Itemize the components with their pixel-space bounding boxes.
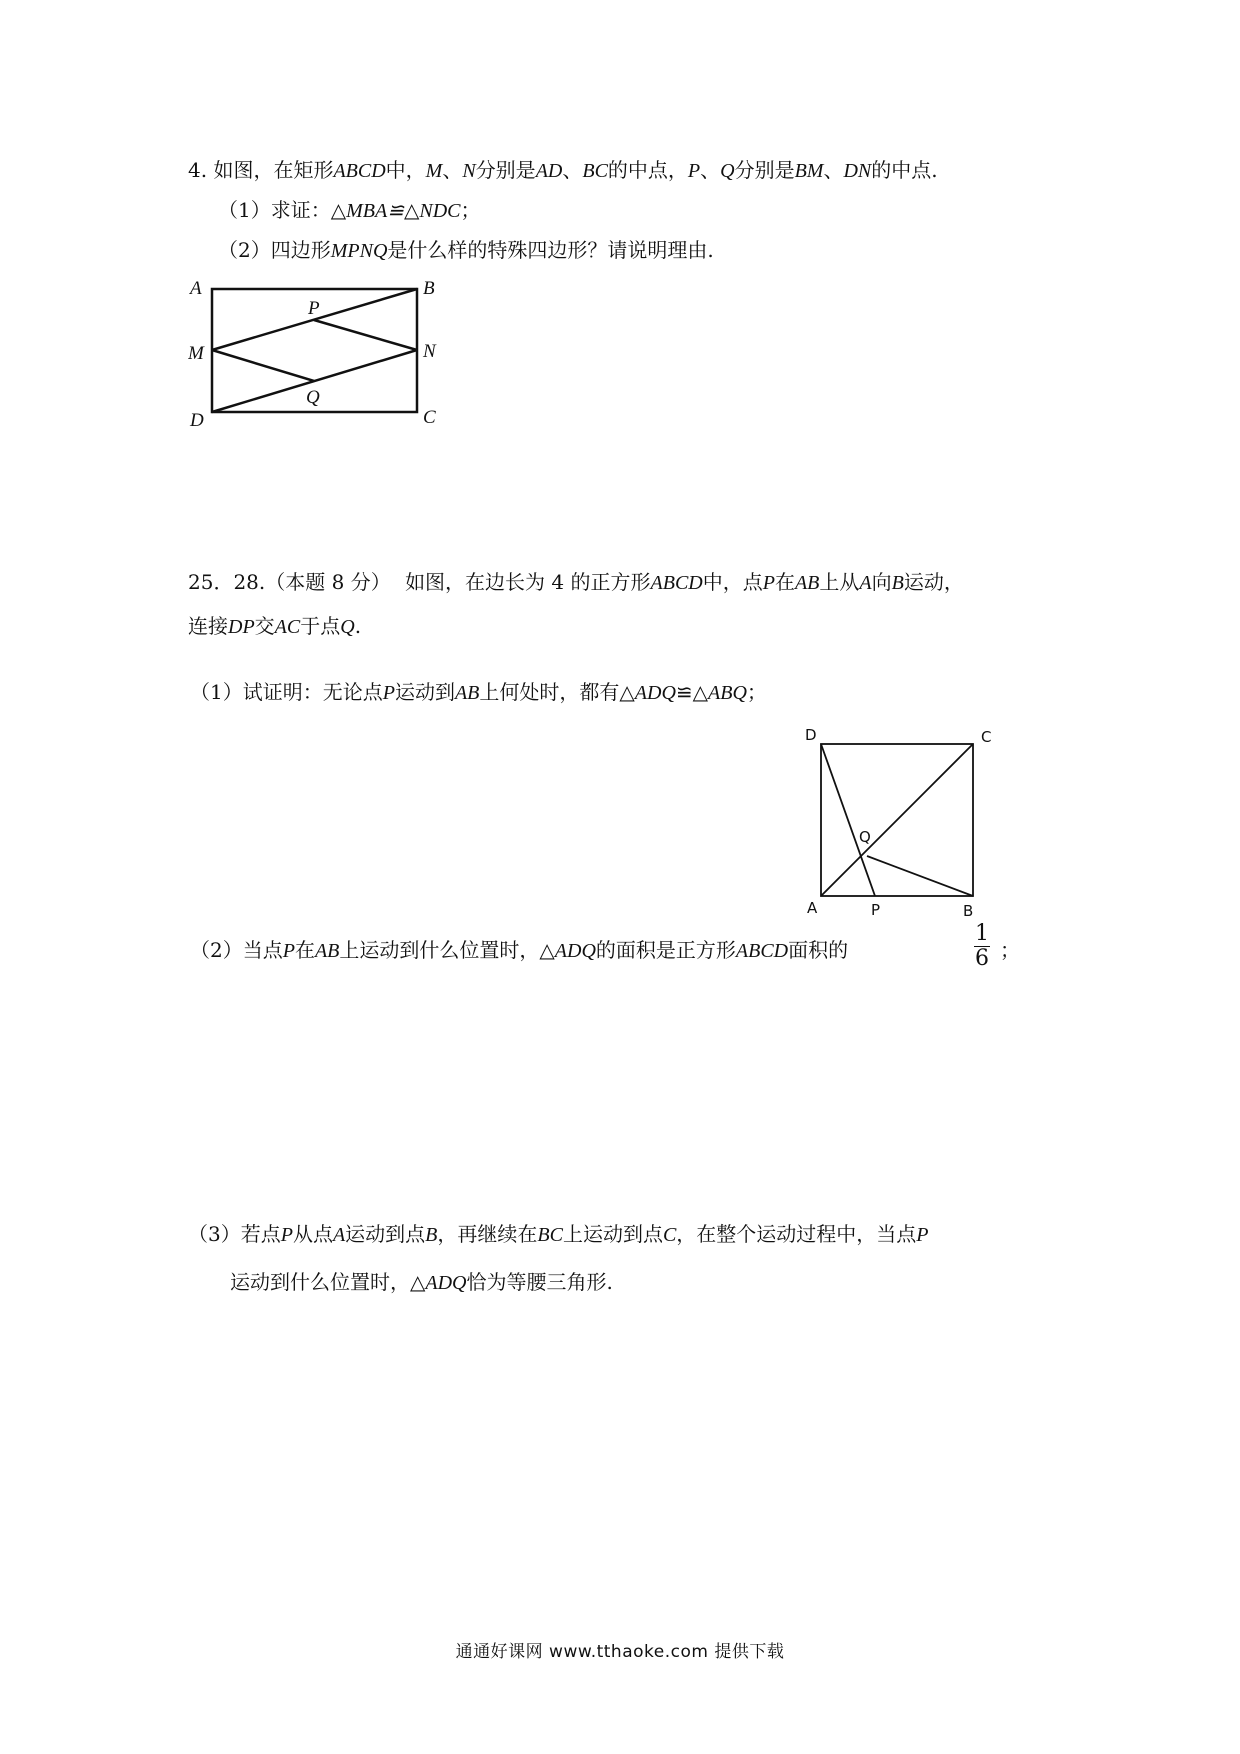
q25-intro-line1 (188, 570, 964, 595)
math-text: P (762, 572, 775, 594)
text: 恰为等腰三角形. (466, 1270, 613, 1294)
math-text: DN (843, 160, 872, 182)
text: ≌△ (675, 680, 709, 704)
text: . (354, 614, 362, 638)
text: ； (746, 680, 767, 704)
math-text: A (332, 1224, 346, 1246)
label-p: P (871, 901, 881, 918)
math-text: ABCD (333, 160, 386, 182)
text: 运动到点 (345, 1222, 426, 1246)
text: 是什么样的特殊四边形？请说明理由. (387, 238, 714, 262)
q4-part1 (218, 198, 480, 223)
math-text: C (662, 1224, 677, 1246)
math-text: AD (535, 160, 563, 182)
label-m: M (188, 343, 204, 364)
label-d: D (190, 410, 204, 431)
text: （2）当点 (190, 938, 283, 962)
math-text: A (859, 572, 872, 594)
math-text: ADQ (634, 682, 676, 704)
text: 上从 (819, 570, 860, 594)
q4-number: 4. (188, 158, 208, 182)
math-text: P (280, 1224, 293, 1246)
math-text: BC (582, 160, 608, 182)
segment-qb (867, 856, 973, 896)
label-b: B (423, 280, 435, 299)
text: ； (460, 198, 481, 222)
math-text: ADQ (554, 940, 596, 962)
text: 运动到 (394, 680, 455, 704)
text: （1）试证明：无论点 (190, 680, 383, 704)
text: 中， (385, 158, 426, 182)
math-text: B (891, 572, 904, 594)
q4-intro-line (188, 158, 938, 183)
label-n: N (423, 341, 436, 362)
text: 、 (442, 158, 463, 182)
label-q: Q (859, 828, 871, 846)
q25-part1 (190, 680, 767, 705)
math-text: P (382, 682, 395, 704)
math-text: MPNQ (330, 240, 388, 262)
text: 上运动到什么位置时，△ (339, 938, 555, 962)
text: 分别是 (475, 158, 536, 182)
text: 在 (774, 570, 795, 594)
denominator: 6 (975, 946, 989, 972)
text: 的面积是正方形 (595, 938, 736, 962)
text: 中，点 (702, 570, 763, 594)
text: 于点 (300, 614, 341, 638)
label-b: B (963, 902, 974, 918)
math-text: P (282, 940, 295, 962)
text: 、 (562, 158, 583, 182)
math-text: ABQ (708, 682, 747, 704)
math-text: ABCD (650, 572, 703, 594)
math-text: M (425, 160, 443, 182)
math-text: ADQ (425, 1272, 467, 1294)
text: ，在整个运动过程中，当点 (676, 1222, 917, 1246)
label-c: C (981, 728, 992, 746)
segment-dp (821, 744, 875, 896)
text: 向 (871, 570, 892, 594)
label-d: D (805, 728, 817, 744)
label-q: Q (306, 387, 320, 408)
text: 运动到什么位置时，△ (230, 1270, 426, 1294)
math-text: P (916, 1224, 929, 1246)
text: 如图，在边长为 4 的正方形 (405, 570, 651, 594)
math-text: N (462, 160, 476, 182)
math-text: BC (537, 1224, 563, 1246)
q25-square-figure (795, 728, 995, 918)
math-text: P (687, 160, 701, 182)
segment-mq (212, 350, 314, 381)
text: 上何处时，都有△ (479, 680, 635, 704)
math-text: AB (314, 940, 340, 962)
label-a: A (190, 280, 202, 299)
q25-intro-line2 (188, 614, 361, 639)
math-text: △MBA≌△NDC (330, 200, 461, 222)
math-text: AB (794, 572, 820, 594)
q25-part3-line2 (230, 1270, 613, 1295)
math-text: DP (228, 616, 255, 638)
q25-number: 25．28.（本题 8 分） (188, 570, 391, 594)
math-text: Q (720, 160, 735, 182)
fraction (974, 922, 990, 971)
text: 的中点， (607, 158, 688, 182)
text: 交 (254, 614, 275, 638)
label-a: A (807, 899, 818, 917)
text: 面积的 (788, 938, 849, 962)
math-text: BM (794, 160, 824, 182)
math-text: B (425, 1224, 438, 1246)
q25-part3-line1 (188, 1222, 929, 1247)
text: ，再继续在 (437, 1222, 538, 1246)
label-c: C (423, 407, 436, 428)
text: （1）求证： (218, 198, 331, 222)
math-text: ABCD (735, 940, 789, 962)
text: （2）四边形 (218, 238, 331, 262)
text: 的中点. (871, 158, 938, 182)
text: 分别是 (734, 158, 795, 182)
math-text: Q (340, 616, 355, 638)
text: 在 (294, 938, 315, 962)
text: 运动， (903, 570, 964, 594)
text: 、 (823, 158, 844, 182)
math-text: AB (454, 682, 480, 704)
label-p: P (308, 298, 320, 319)
q25-part2 (190, 938, 848, 963)
q25-part2-end (1000, 938, 1020, 962)
text: ； (1000, 938, 1020, 962)
q4-part2 (218, 238, 714, 263)
text: 上运动到点 (562, 1222, 663, 1246)
segment-pn (314, 320, 417, 350)
text: 、 (700, 158, 721, 182)
footer-text: 通通好课网 www.tthaoke.com 提供下载 (455, 1642, 785, 1662)
q4-rectangle-figure (188, 280, 448, 440)
text: （3）若点 (188, 1222, 281, 1246)
diagonal-ac (821, 744, 973, 896)
fraction-one-sixth (972, 922, 992, 971)
text: 从点 (292, 1222, 333, 1246)
text: 连接 (188, 614, 228, 638)
math-text: AC (274, 616, 301, 638)
numerator: 1 (975, 921, 989, 946)
text: 如图，在矩形 (213, 158, 334, 182)
